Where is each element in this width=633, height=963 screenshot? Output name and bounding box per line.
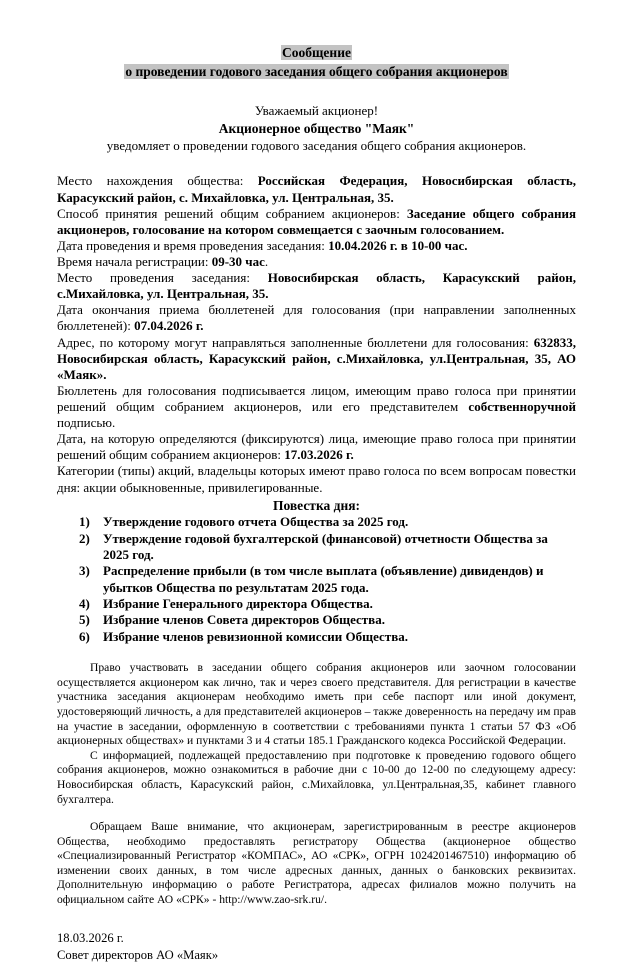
detail-decision-method — [57, 206, 576, 238]
detail-registration-time-suffix: . — [264, 253, 269, 269]
agenda-item-number: 2) — [79, 530, 90, 546]
notes-block — [57, 661, 576, 908]
detail-meeting-datetime-value: 10.04.2026 г. в 10-00 час. — [328, 237, 468, 253]
title-primary-text: Сообщение — [282, 45, 351, 60]
detail-ballot-address-value: 632833, Новосибирская область, Карасукский район, с.Михайловка, ул.Центральная, 35, АО «Маяк». — [57, 334, 576, 382]
signature-signatory: Совет директоров АО «Маяк» — [57, 947, 219, 962]
agenda-item — [57, 596, 576, 612]
detail-meeting-datetime-label: Дата проведения и время проведения заседания: — [57, 237, 329, 253]
detail-signature-rule-part2: подписью. — [57, 415, 116, 431]
salutation-company-name: Акционерное общество "Маяк" — [218, 120, 415, 136]
meeting-details-block — [57, 173, 576, 495]
detail-meeting-datetime — [57, 238, 576, 254]
note-information-access: С информацией, подлежащей предоставлению при подготовке к проведению годового общего собрания акционеров, можно ознакомиться в рабочие дни с 10-00 до 12-00 по следующему адресу: Новосибирская область, Карасукский район, с.Михайловка, ул.Центральная,35, кабинет главного бухгалтера. — [57, 748, 576, 806]
agenda-item-text: Избрание членов ревизионной комиссии Общества. — [103, 628, 408, 644]
detail-record-date-value: 17.03.2026 г. — [284, 447, 354, 463]
detail-share-categories: Категории (типы) акций, владельцы которых имеют право голоса по всем вопросам повестки дня: акции обыкновенные, привилегированные. — [57, 463, 576, 495]
agenda-item-text: Утверждение годового отчета Общества за 2025 год. — [103, 514, 409, 530]
agenda-item — [57, 531, 576, 564]
note-participation: Право участвовать в заседании общего собрания акционеров или заочном голосовании осуществляется акционером как лично, так и через своего представителя. Для регистрации в качестве участника заседания акционерам необходимо иметь при себе паспорт или иной документ, удостоверяющий личность, а для представителей акционеров – также доверенность на передачу им прав на участие в заседании, оформленную в соответствии с требованиями пункта 1 статьи 57 ФЗ «Об акционерных обществах» и пунктами 3 и 4 статьи 185.1 Гражданского кодекса Российской Федерации. — [57, 661, 576, 748]
detail-ballot-address — [57, 335, 576, 383]
agenda-list — [57, 514, 576, 645]
detail-meeting-place — [57, 270, 576, 302]
agenda-item-number: 3) — [79, 563, 90, 579]
agenda-item-text: Утверждение годовой бухгалтерской (финансовой) отчетности Общества за 2025 год. — [103, 530, 548, 562]
agenda-item-text: Избрание Генерального директора Общества. — [103, 596, 373, 612]
detail-location — [57, 173, 576, 205]
detail-ballot-deadline — [57, 302, 576, 334]
agenda-item-number: 5) — [79, 612, 90, 628]
detail-signature-rule-emphasis: собственноручной — [468, 398, 576, 414]
detail-decision-method-label: Способ принятия решений общим собранием акционеров: — [57, 205, 407, 221]
detail-record-date — [57, 431, 576, 463]
detail-registration-time-label: Время начала регистрации: — [57, 253, 212, 269]
detail-signature-rule-part1: Бюллетень для голосования подписывается лицом, имеющим право голоса при принятии решений общим собранием акционеров, или его представителем — [57, 382, 576, 414]
agenda-heading: Повестка дня: — [272, 497, 361, 513]
agenda-item-number: 6) — [79, 628, 90, 644]
agenda-item-number: 1) — [79, 514, 90, 530]
agenda-item-text: Избрание членов Совета директоров Общества. — [103, 612, 385, 628]
agenda-item-text: Распределение прибыли (в том числе выплата (объявление) дивидендов) и убытков Общества по результатам 2025 года. — [103, 563, 544, 595]
note-registrar: Обращаем Ваше внимание, что акционерам, зарегистрированным в реестре акционеров Общества, необходимо предоставлять регистратору Общества (акционерное общество «Специализированный Регистратор «КОМПАС», АО «СРК», ОГРН 1024201467510) информацию об изменении своих данных, в том числе адресных данных, данных о банковских реквизитах. Дополнительную информацию о работе Регистратора, адресах филиалов можно получить на официальном сайте АО «СРК» - http://www.zao-srk.ru/. — [57, 820, 576, 907]
detail-record-date-label: Дата, на которую определяются (фиксируются) лица, имеющие право голоса при принятии решений общим собранием акционеров: — [57, 431, 576, 463]
detail-location-label: Место нахождения общества: — [57, 173, 258, 189]
agenda-item — [57, 563, 576, 596]
detail-meeting-place-value: Новосибирская область, Карасукский район, с.Михайловка, ул. Центральная, 35. — [57, 270, 577, 302]
signature-date: 18.03.2026 г. — [57, 930, 124, 945]
agenda-item-number: 4) — [79, 596, 90, 612]
detail-ballot-deadline-label: Дата окончания приема бюллетеней для голосования (при направлении заполненных бюллетеней): — [57, 302, 576, 334]
title-line-secondary — [57, 63, 576, 82]
detail-location-value: Российская Федерация, Новосибирская область, Карасукский район, с. Михайловка, ул. Центральная, 35. — [57, 173, 576, 205]
title-secondary-text: о проведении годового заседания общего собрания акционеров — [125, 63, 508, 79]
agenda-item — [57, 629, 576, 645]
detail-ballot-deadline-value: 07.04.2026 г. — [134, 318, 204, 334]
salutation-notice: уведомляет о проведении годового заседания общего собрания акционеров. — [106, 137, 527, 153]
agenda-item — [57, 514, 576, 530]
document-title-block — [57, 44, 576, 81]
detail-registration-time — [57, 254, 576, 270]
detail-registration-time-value: 09-30 час — [211, 253, 265, 269]
detail-meeting-place-label: Место проведения заседания: — [57, 270, 268, 286]
agenda-item — [57, 612, 576, 628]
detail-signature-rule — [57, 383, 576, 431]
detail-decision-method-value: Заседание общего собрания акционеров, голосование на котором совмещается с заочным голосованием. — [57, 205, 577, 237]
detail-ballot-address-label: Адрес, по которому могут направляться заполненные бюллетени для голосования: — [57, 334, 534, 350]
salutation-greeting: Уважаемый акционер! — [254, 103, 379, 119]
signature-block — [57, 930, 576, 963]
title-line-primary — [57, 44, 576, 63]
salutation-block — [57, 103, 576, 154]
